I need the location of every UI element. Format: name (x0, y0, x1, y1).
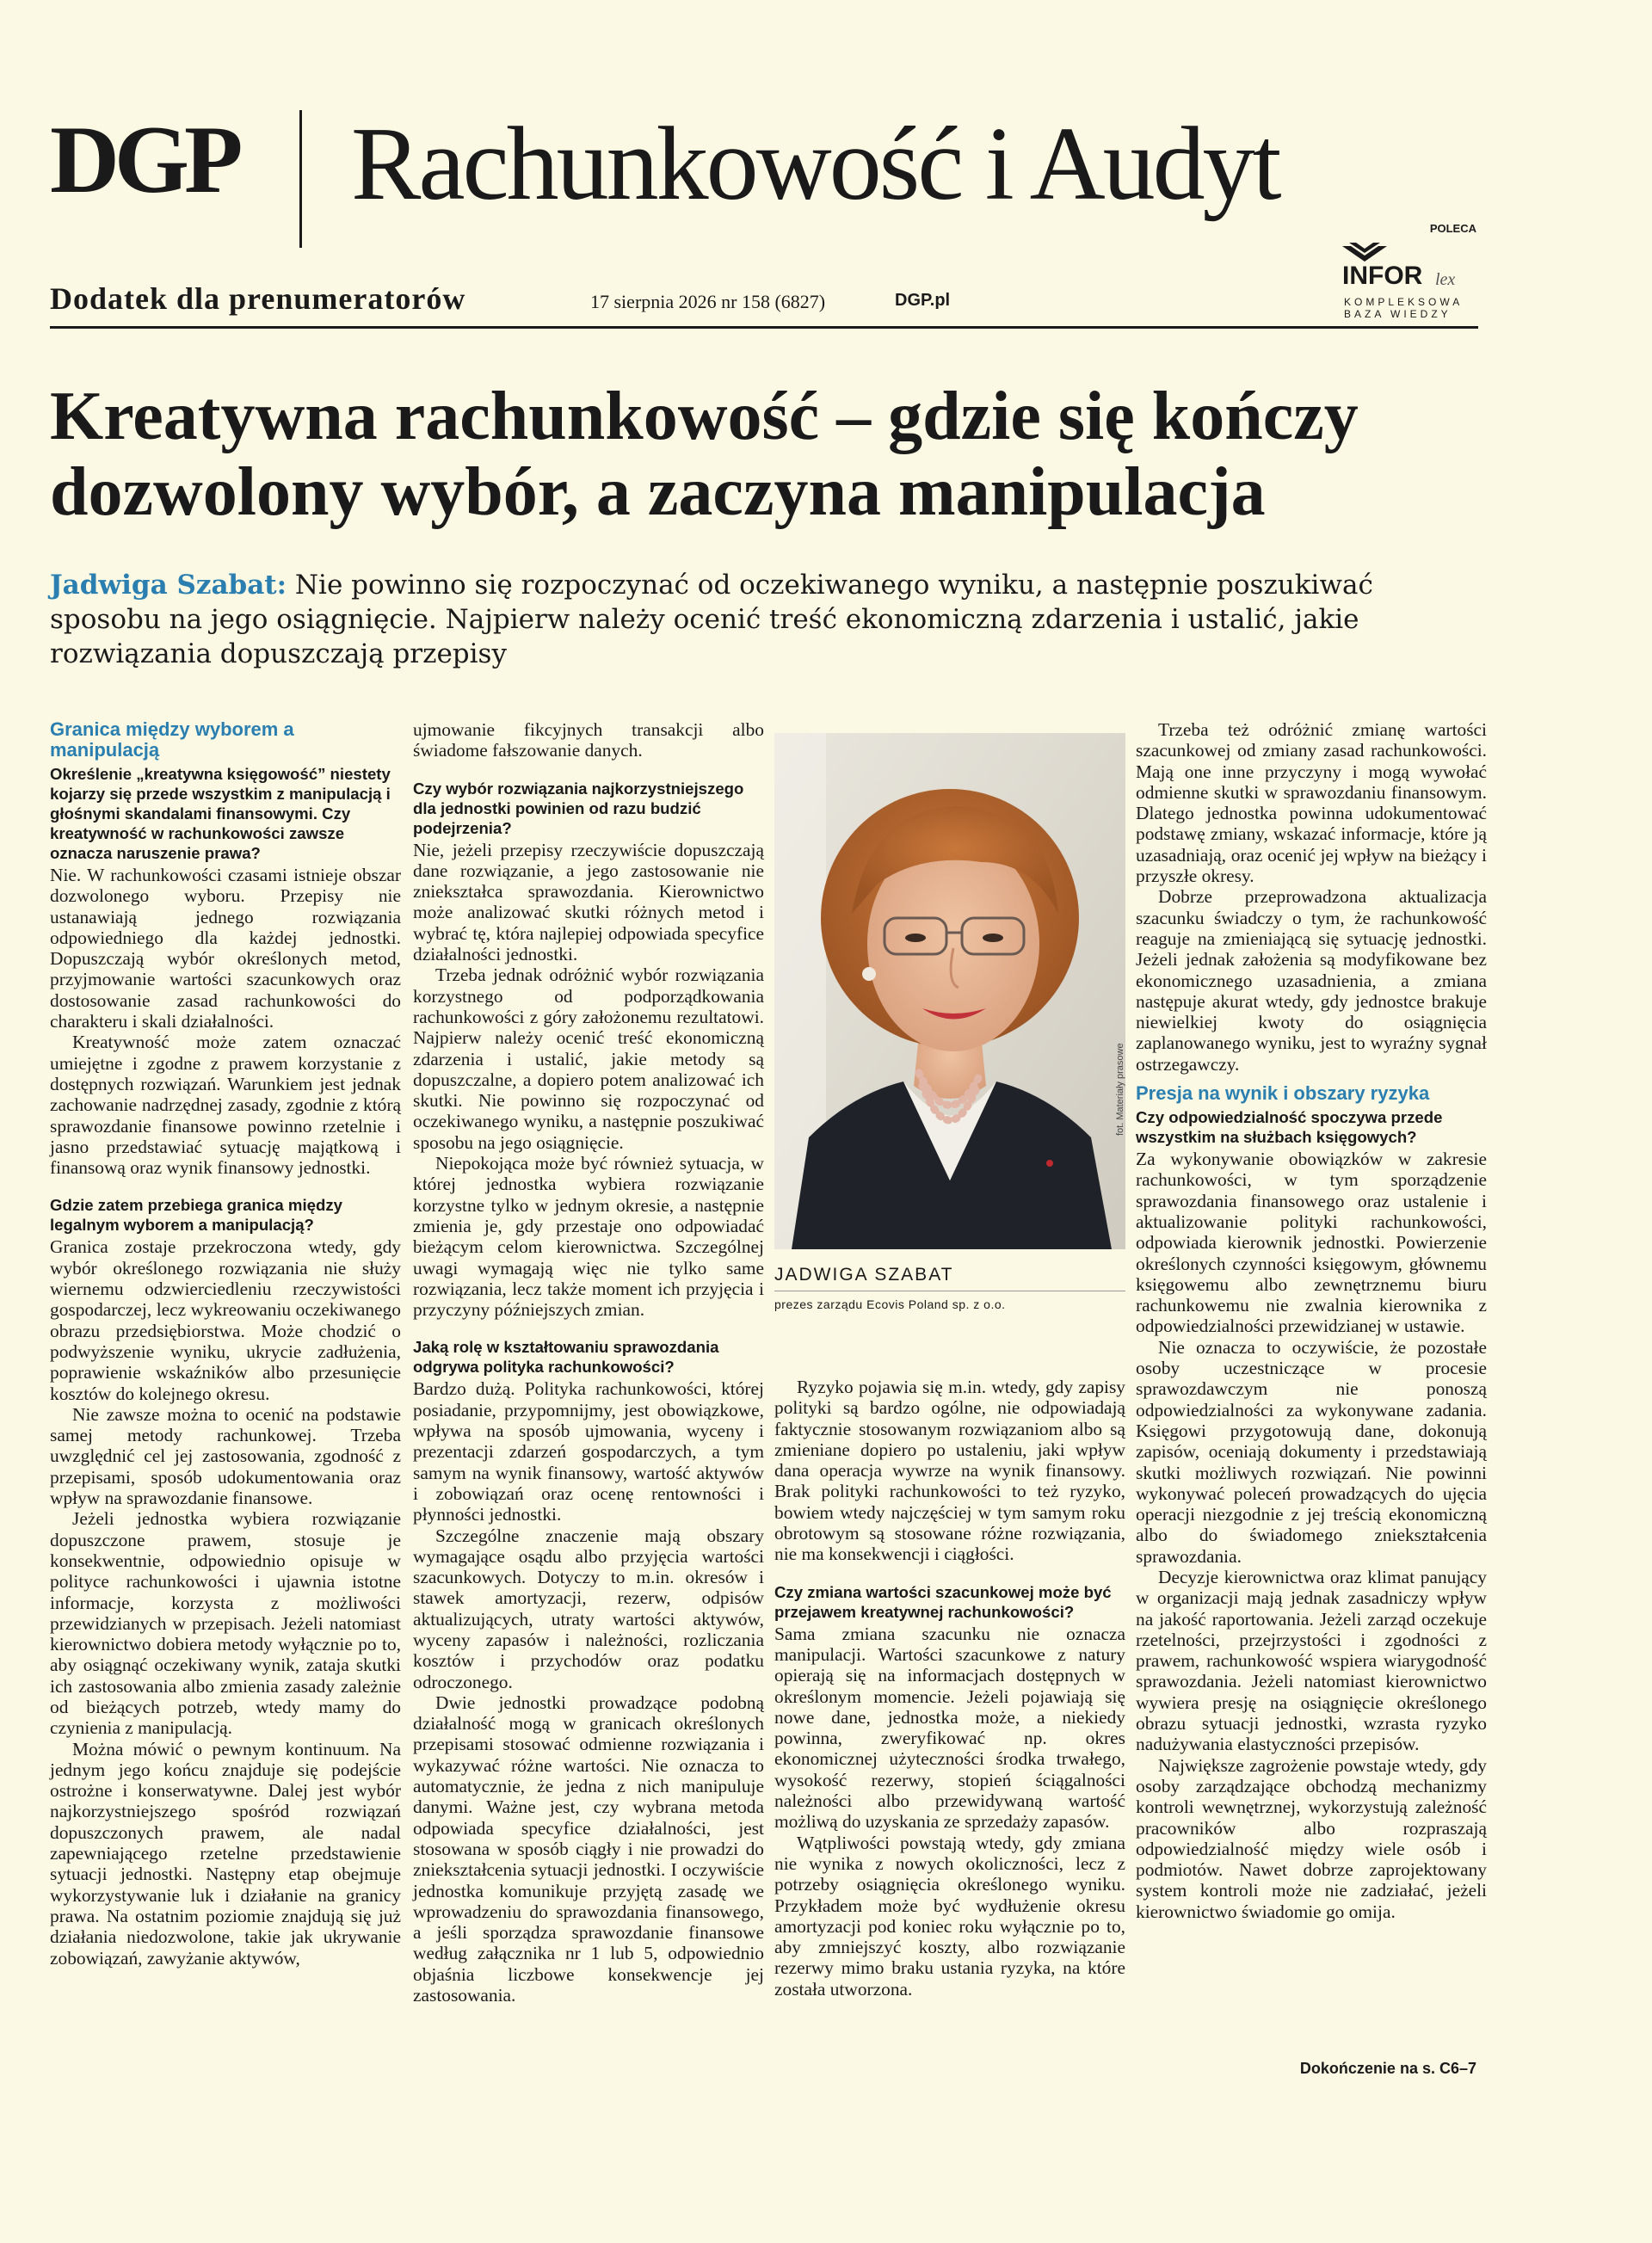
paragraph: Bardzo dużą. Polityka rachunkowości, której posiadanie, przypomnijmy, jest obowiązkowe, wpływa na sposób ujmowania, wyceny i prezentacji zdarzeń gospodarczych, a tym samym na wynik finansowy, wartość aktywów i zobowiązań oraz ocenę rentowności i płynności jednostki. (413, 1378, 764, 1525)
infor-tagline-1: KOMPLEKSOWA (1344, 296, 1464, 308)
paragraph: Niepokojąca może być również sytuacja, w której jednostka wybiera rozwiązanie korzystne tylko w jednym okresie, a następnie zmienia je, gdy przestaje ono odpowiadać bieżącym celom kierownictwa. Szczególnej uwagi wymagają więc nie tylko same rozwiązania, lecz także moment ich przyjęcia i przyczyny późniejszych zmian. (413, 1153, 764, 1321)
supplement-label: Dodatek dla prenumeratorów (50, 281, 466, 316)
masthead (50, 103, 1478, 258)
infor-tagline-2: BAZA WIEDZY (1344, 308, 1452, 320)
paragraph: Kreatywność może zatem oznaczać umiejętne i zgodne z prawem korzystanie z dostępnych rozwiązań. Warunkiem jest jednak zachowanie nadrzędnej zasady, zgodnie z którą sprawozdanie finansowe powinno rzetelnie i jasno przedstawiać sytuację majątkową i finansową oraz wynik finansowy jednostki. (50, 1032, 401, 1179)
continuation-note[interactable]: Dokończenie na s. C6–7 (1299, 2060, 1476, 2077)
issue-bar (50, 277, 1478, 329)
infor-wings-icon (1339, 241, 1390, 263)
paragraph: Jeżeli jednostka wybiera rozwiązanie dopuszczone prawem, stosuje je konsekwentnie, odpowiednio opisuje w polityce rachunkowości i ujawnia istotne informacje, korzysta z możliwości przewidzianych w przepisach. Jeżeli natomiast kierownictwo dobiera metody wyłącznie po to, aby osiągnąć oczekiwany wynik, zataja skutki ich zastosowania albo zmienia zasady zależnie od bieżących potrzeb, wtedy mamy do czynienia z manipulacją. (50, 1508, 401, 1739)
column-1 (50, 719, 401, 1969)
masthead-divider (299, 110, 302, 248)
paragraph: Szczególne znaczenie mają obszary wymagające osądu albo przyjęcia wartości szacunkowych. Dotyczy to m.in. okresów i stawek amortyzacji, rezerw, odpisów aktualizujących, utraty wartości aktywów, wyceny zapasów i należności, rozliczania kosztów i przychodów oraz podatku odroczonego. (413, 1525, 764, 1692)
paragraph: Trzeba też odróżnić zmianę wartości szacunkowej od zmiany zasad rachunkowości. Mają one inne przyczyny i mogą wywołać odmienne skutki w sprawozdaniu finansowym. Dlatego jednostka powinna udokumentować podstawę zmiany, wskazać informacje, które ją uzasadniają, oraz ocenić jej wpływ na bieżący i przyszłe okresy. (1136, 719, 1487, 887)
author-photo (774, 733, 1125, 1249)
section-title: Rachunkowość i Audyt (351, 106, 1279, 222)
caption-role: prezes zarządu Ecovis Poland sp. z o.o. (774, 1297, 1006, 1311)
paragraph: Nie, jeżeli przepisy rzeczywiście dopuszczają dane rozwiązanie, a jego zastosowanie nie zniekształca sprawozdania. Kierownictwo może analizować skutki różnych metod i wybrać tę, która najlepiej odpowiada specyfice działalności jednostki. (413, 839, 764, 965)
infor-brand: INFOR (1342, 262, 1423, 290)
paragraph: Nie oznacza to oczywiście, że pozostałe osoby uczestniczące w procesie sprawozdawczym nie ponoszą odpowiedzialności za wykonywane zadania. Księgowi przygotowują dane, dokonują zapisów, oceniają dokumenty i przedstawiają skutki możliwych rozwiązań. Nie powinni wykonywać poleceń prowadzących do ujęcia operacji niezgodnie z jej treścią ekonomiczną albo do świadomego zniekształcenia sprawozdania. (1136, 1336, 1487, 1567)
paragraph: Granica zostaje przekroczona wtedy, gdy wybór określonego rozwiązania nie służy wiernemu odzwierciedleniu rzeczywistości gospodarczej, lecz wykreowaniu oczekiwanego obrazu przedsiębiorstwa. Może chodzić o podwyższenie wyniku, ukrycie zadłużenia, poprawienie wskaźników albo przesunięcie kosztów do kolejnego okresu. (50, 1236, 401, 1404)
question: Gdzie zatem przebiega granica między legalnym wyborem a manipulacją? (50, 1196, 342, 1235)
paragraph: Dwie jednostki prowadzące podobną działalność mogą w granicach określonych przepisami stosować odmienne rozwiązania i wykazywać różne wartości. Nie oznacza to automatycznie, że jedna z nich manipuluje danymi. Ważne jest, czy wybrana metoda odpowiada specyfice działalności, jest stosowana w sposób ciągły i nie prowadzi do zniekształcenia sytuacji jednostki. I oczywiście jednostka komunikuje przyjętą zasadę we wprowadzeniu do sprawozdania finansowego, a jeśli sporządza sprawozdanie finansowe według załącznika nr 1 lub 5, odpowiednio objaśnia liczbowe konsekwencje jej zastosowania. (413, 1691, 764, 2006)
paragraph: Dobrze przeprowadzona aktualizacja szacunku świadczy o tym, że rachunkowość reaguje na zmieniającą się sytuację jednostki. Jeżeli jednak założenia są modyfikowane bez ekonomicznego uzasadnienia, a zmiana następuje akurat wtedy, gdy jednostce brakuje niewielkiej kwoty do osiągnięcia zaplanowanego wyniku, jest to wyraźny sygnał ostrzegawczy. (1136, 886, 1487, 1075)
paragraph: ujmowanie fikcyjnych transakcji albo świadome fałszowanie danych. (413, 719, 764, 761)
poleca-label: POLECA (1429, 222, 1476, 235)
lead-text: Nie powinno się rozpoczynać od oczekiwanego wyniku, a następnie poszukiwać sposobu na jego osiągnięcie. Najpierw należy ocenić treść ekonomiczną zdarzenia i ustalić, jakie rozwiązania dopuszczają przepisy (50, 570, 1373, 669)
section-heading: Granica między wyborem a manipulacją (50, 718, 294, 761)
site-link[interactable]: DGP.pl (895, 291, 951, 310)
section-heading: Presja na wynik i obszary ryzyka (1136, 1082, 1430, 1105)
column-3 (774, 1377, 1125, 2000)
question: Czy zmiana wartości szacunkowej może być przejawem kreatywnej rachunkowości? (774, 1582, 1112, 1621)
paragraph: Można mówić o pewnym kontinuum. Na jednym jego końcu znajduje się podejście ostrożne i konserwatywne. Dalej jest wybór najkorzystniejszego spośród rozwiązań dopuszczonych prawem, ale nadal zapewniającego rzetelne przedstawienie sytuacji jednostki. Następny etap obejmuje wykorzystywanie luk i działanie na granicy prawa. Na ostatnim poziomie znajdują się już działania niedozwolone, takie jak ukrywanie zobowiązań, zawyżanie aktywów, (50, 1738, 401, 1969)
infor-lex-suffix: lex (1435, 270, 1456, 289)
paragraph: Wątpliwości powstają wtedy, gdy zmiana nie wynika z nowych okoliczności, lecz z potrzeby osiągnięcia określonego wyniku. Przykładem może być wydłużenie okresu amortyzacji pod koniec roku wyłącznie po to, aby zmniejszyć koszty, albo rozwiązanie rezerwy mimo braku ustania ryzyka, na które została utworzona. (774, 1832, 1125, 2000)
lead-author: Jadwiga Szabat: (50, 570, 287, 601)
paragraph: Największe zagrożenie powstaje wtedy, gdy osoby zarządzające obchodzą mechanizmy kontroli wewnętrznej, wykorzystują zależność pracowników albo rozpraszają odpowiedzialność między wiele osób i podmiotów. Nawet dobrze zaprojektowany system kontroli może nie zadziałać, jeżeli kierownictwo świadomie go omija. (1136, 1754, 1487, 1922)
question: Określenie „kreatywna księgowość” niestety kojarzy się przede wszystkim z manipulacją i głośnymi skandalami finansowymi. Czy kreatywność w rachunkowości zawsze oznacza naruszenie prawa? (50, 765, 391, 862)
column-2 (413, 719, 764, 2006)
article-headline: Kreatywna rachunkowość – gdzie się kończy dozwolony wybór, a zaczyna manipulacja (50, 379, 1359, 530)
paragraph: Sama zmiana szacunku nie oznacza manipulacji. Wartości szacunkowe z natury opierają się na informacjach dostępnych w określonym momencie. Jeżeli pojawiają się nowe dane, jednostka może, a niekiedy powinna, zweryfikować np. okres ekonomicznej użyteczności środka trwałego, wysokość rezerwy, stopień ściągalności należności albo przewidywaną wartość możliwą do uzyskania ze sprzedaży zapasów. (774, 1623, 1125, 1833)
portrait-image (774, 733, 1125, 1249)
photo-credit: fot. Materiały prasowe (1115, 1043, 1125, 1136)
question: Jaką rolę w kształtowaniu sprawozdania odgrywa polityka rachunkowości? (413, 1338, 719, 1377)
issue-date: 17 sierpnia 2026 nr 158 (6827) (590, 291, 826, 312)
paragraph: Nie. W rachunkowości czasami istnieje obszar dozwolonego wyboru. Przepisy nie ustanawiają jednego rozwiązania odpowiedniego dla każdej jednostki. Dopuszczają wybór określonych metod, przyjmowanie wartości szacunkowych oraz dostosowanie zasad rachunkowości do charakteru i skali działalności. (50, 865, 401, 1032)
dgp-logo[interactable]: DGP (50, 107, 238, 213)
column-4 (1136, 719, 1487, 1922)
paragraph: Za wykonywanie obowiązków w zakresie rachunkowości, w tym sporządzenie sprawozdania finansowego oraz ustalenie i aktualizowanie polityki rachunkowości, odpowiada kierownik jednostki. Powierzenie określonych czynności księgowym, głównemu księgowemu albo zewnętrznemu biuru rachunkowemu nie zwalnia kierownika z odpowiedzialności przewidzianej w ustawie. (1136, 1149, 1487, 1337)
question: Czy wybór rozwiązania najkorzystniejszego dla jednostki powinien od razu budzić podejrzenia? (413, 779, 744, 837)
paragraph: Nie zawsze można to ocenić na podstawie samej metody rachunkowej. Trzeba uwzględnić cel jej zastosowania, zgodność z przepisami, sposób udokumentowania oraz wpływ na sprawozdanie finansowe. (50, 1403, 401, 1509)
article-lead (50, 568, 1478, 671)
paragraph: Trzeba jednak odróżnić wybór rozwiązania korzystnego od podporządkowania rachunkowości z góry założonemu rezultatowi. Najpierw należy ocenić treść ekonomiczną zdarzenia i ustalić, jakie metody są dopuszczalne, a dopiero potem analizować ich skutki. Nie powinno się rozpoczynać od oczekiwanego wyniku, a następnie poszukiwać sposobu na jego osiągnięcie. (413, 964, 764, 1153)
paragraph: Decyzje kierownictwa oraz klimat panujący w organizacji mają jednak zasadniczy wpływ na jakość raportowania. Jeżeli zarząd oczekuje rzetelności, przejrzystości i zgodności z prawem, rachunkowość wspiera wiarygodność sprawozdania. Jeżeli natomiast kierownictwo wywiera presję na osiągnięcie określonego obrazu sytuacji jednostki, wzrasta ryzyko nadużywania elastyczności przepisów. (1136, 1566, 1487, 1755)
question: Czy odpowiedzialność spoczywa przede wszystkim na służbach księgowych? (1136, 1108, 1443, 1147)
paragraph: Ryzyko pojawia się m.in. wtedy, gdy zapisy polityki są bardzo ogólne, nie odpowiadają faktycznie stosowanym rozwiązaniom albo są zmieniane dopiero po ustaleniu, jaki wpływ dana operacja wywrze na wynik finansowy. Brak polityki rachunkowości to też ryzyko, bowiem wtedy najczęściej w tym samym roku obrotowym są stosowane różne rozwiązania, nie ma konsekwencji i ciągłości. (774, 1377, 1125, 1565)
caption-name: JADWIGA SZABAT (774, 1265, 954, 1285)
